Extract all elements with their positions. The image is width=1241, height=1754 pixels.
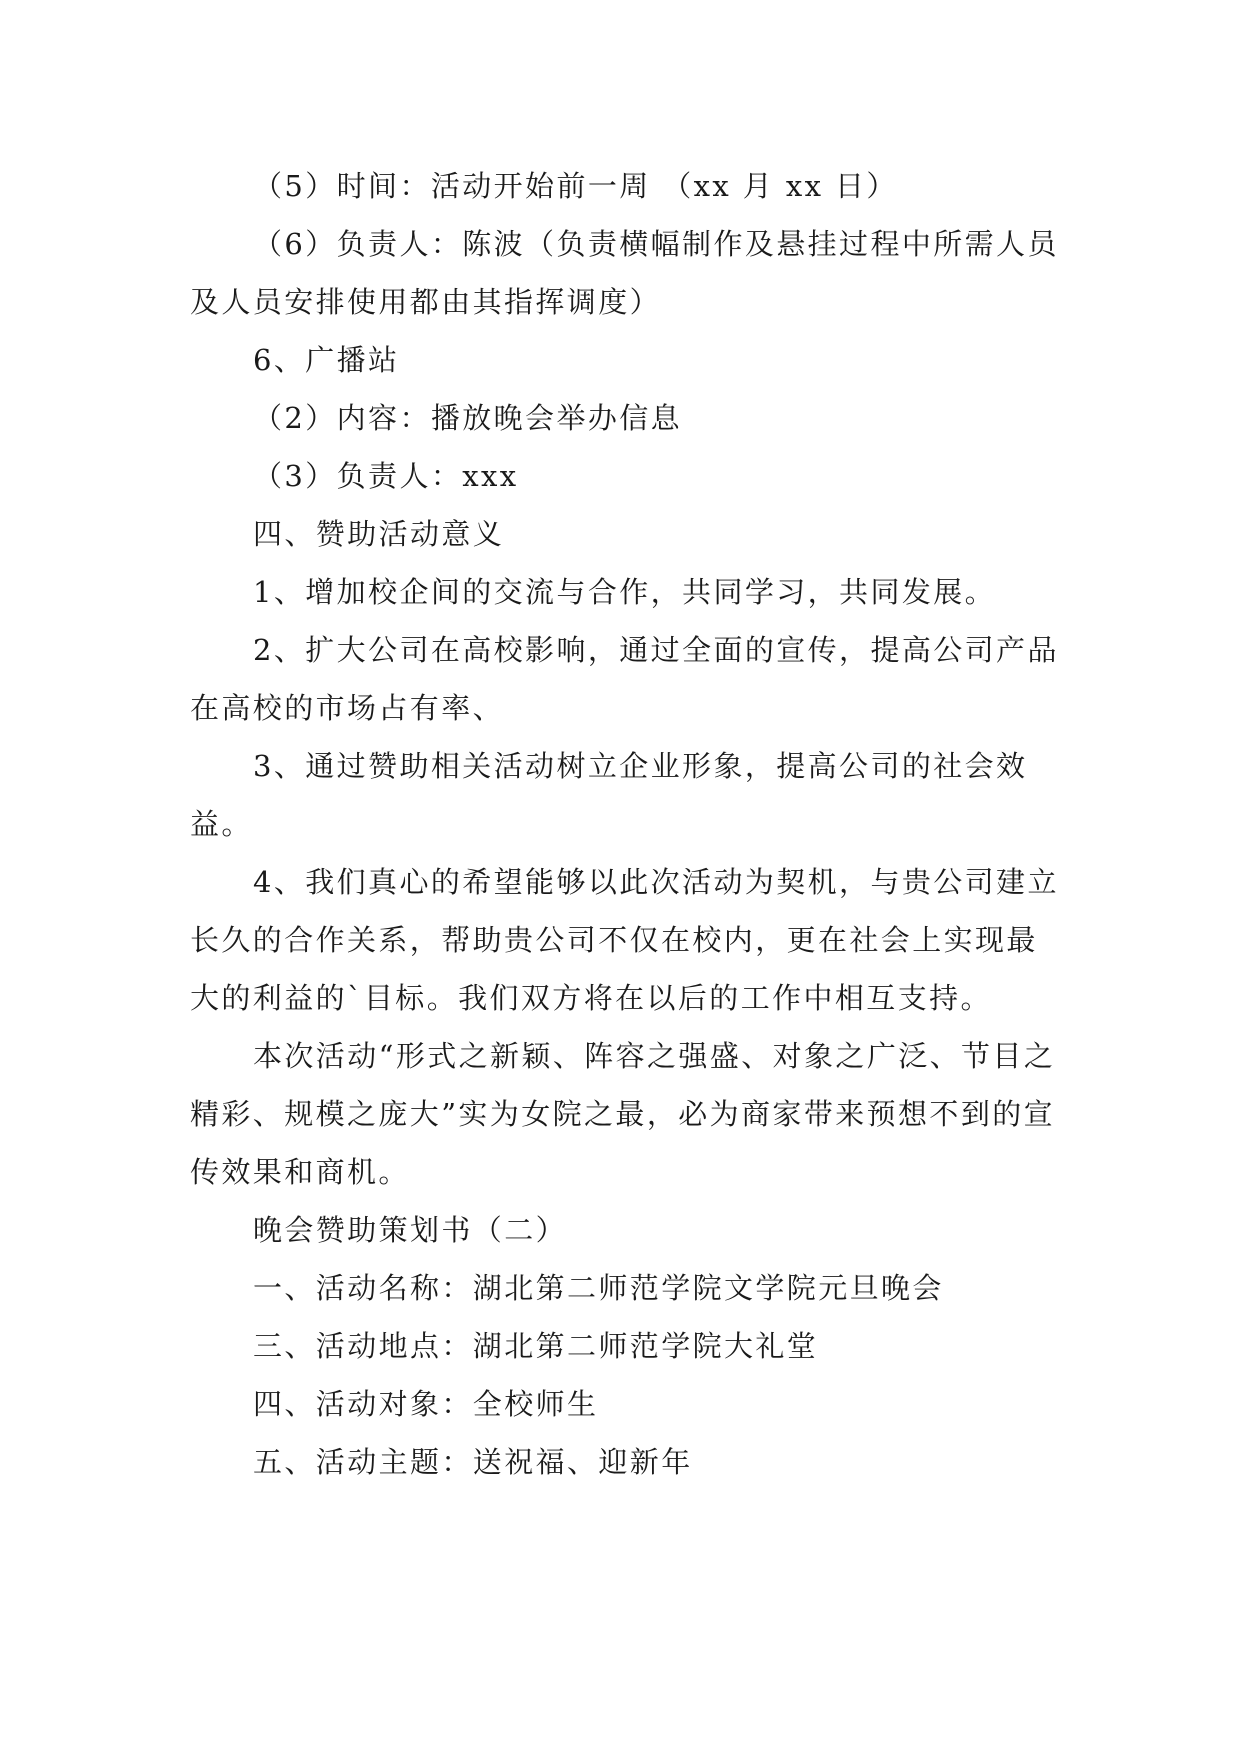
paragraph-significance-2: 2、扩大公司在高校影响，通过全面的宣传，提高公司产品在高校的市场占有率、 [190, 633, 1059, 725]
paragraph-activity-location: 三、活动地点：湖北第二师范学院大礼堂 [253, 1329, 819, 1363]
paragraph-activity-audience: 四、活动对象：全校师生 [253, 1387, 599, 1421]
paragraph-summary: 本次活动“形式之新颖、阵容之强盛、对象之广泛、节目之精彩、规模之庞大”实为女院之最，必为商家带来预想不到的宣传效果和商机。 [190, 1039, 1056, 1189]
paragraph-activity-theme: 五、活动主题：送祝福、迎新年 [253, 1445, 693, 1479]
paragraph-significance-1: 1、增加校企间的交流与合作，共同学习，共同发展。 [253, 575, 997, 609]
document-subtitle: 晚会赞助策划书（二） [253, 1213, 568, 1247]
paragraph-activity-name: 一、活动名称：湖北第二师范学院文学院元旦晚会 [253, 1271, 944, 1305]
paragraph-significance-4: 4、我们真心的希望能够以此次活动为契机，与贵公司建立长久的合作关系，帮助贵公司不仅在校内，更在社会上实现最大的利益的`目标。我们双方将在以后的工作中相互支持。 [190, 865, 1059, 1015]
paragraph-broadcast-responsible: （3）负责人：xxx [253, 459, 519, 493]
document-body [190, 157, 1060, 1491]
paragraph-time: （5）时间：活动开始前一周 （xx 月 xx 日） [253, 169, 898, 203]
section-heading-significance: 四、赞助活动意义 [253, 517, 505, 551]
paragraph-responsible-banner: （6）负责人：陈波（负责横幅制作及悬挂过程中所需人员及人员安排使用都由其指挥调度） [190, 227, 1059, 319]
paragraph-broadcast-heading: 6、广播站 [253, 343, 400, 377]
paragraph-broadcast-content: （2）内容：播放晚会举办信息 [253, 401, 683, 435]
paragraph-significance-3: 3、通过赞助相关活动树立企业形象，提高公司的社会效益。 [190, 749, 1028, 841]
